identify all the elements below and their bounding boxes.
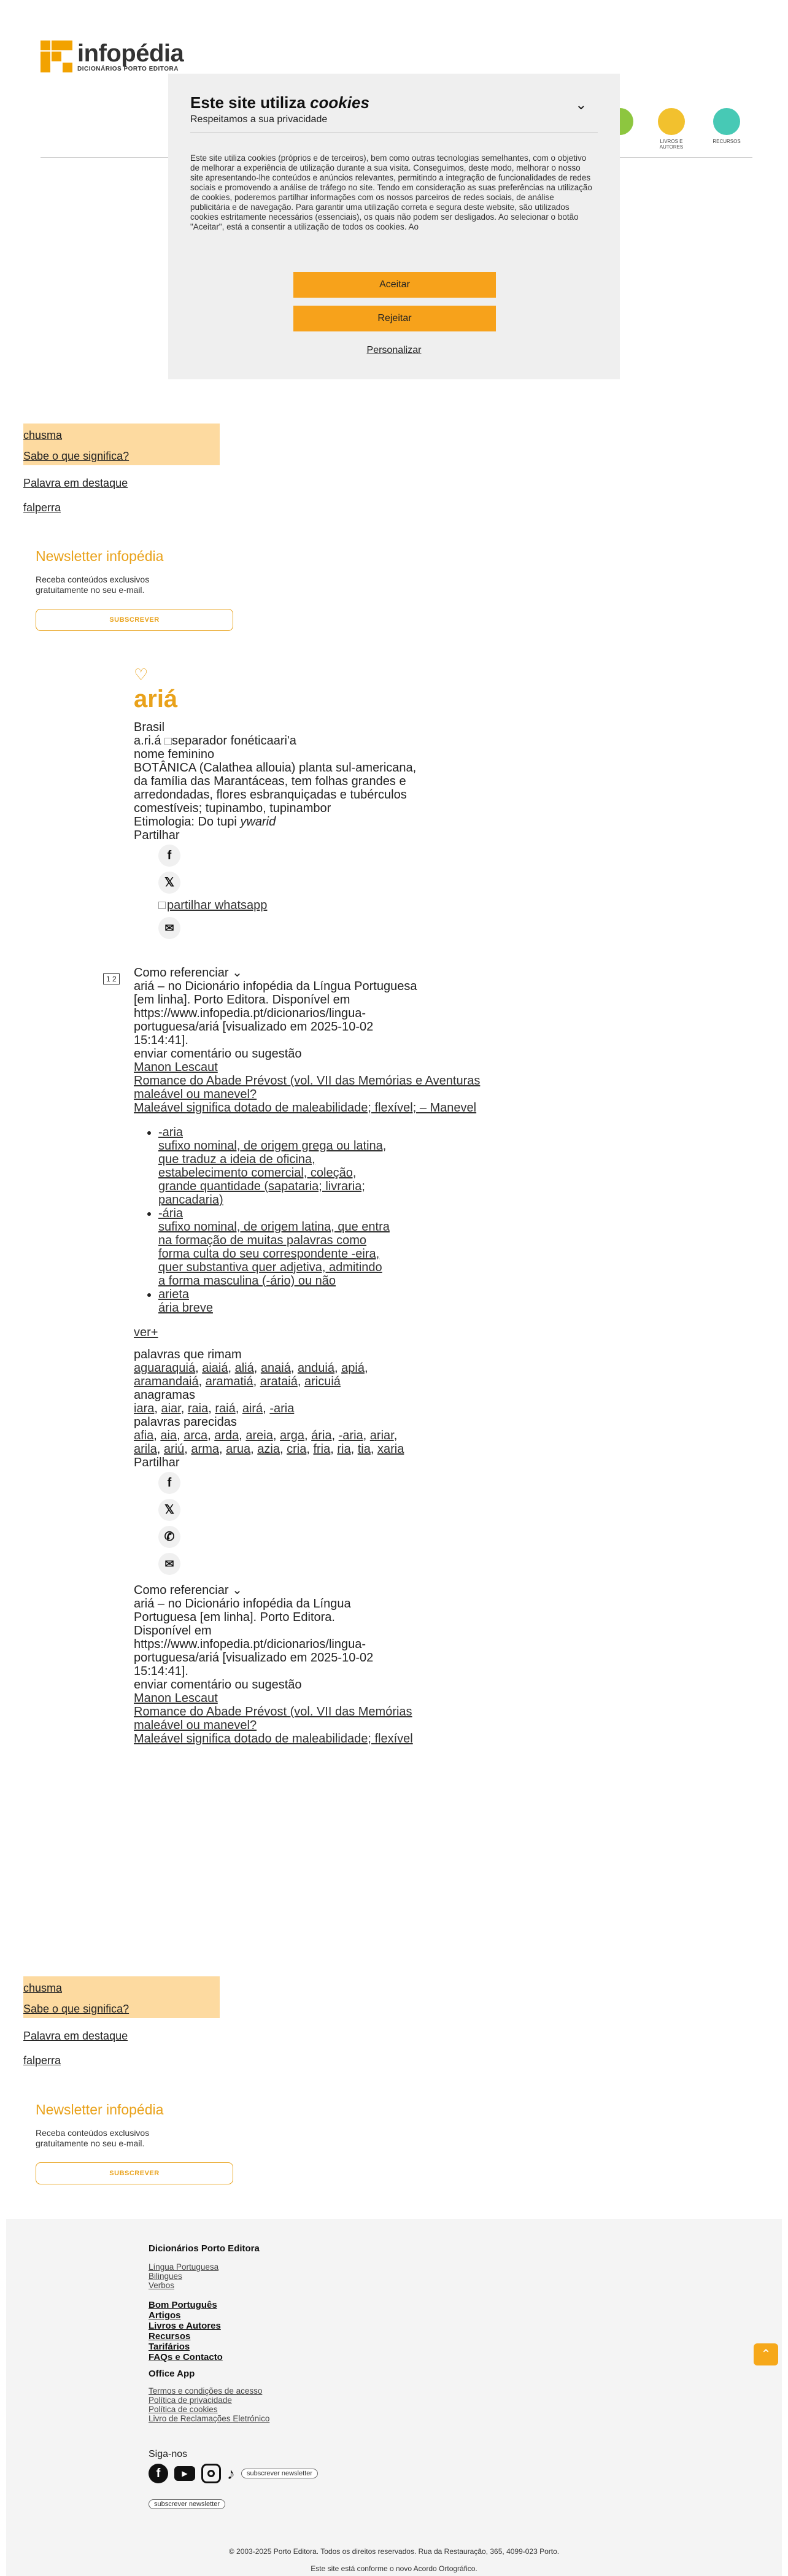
word-link[interactable]: fria (313, 1442, 331, 1456)
email-icon[interactable]: ✉ (158, 1553, 180, 1575)
copyright-text: © 2003-2025 Porto Editora. Todos os direitos reservados. Rua da Restauração, 365, 4099-023 Porto. (228, 2547, 560, 2556)
spotlight-meaning-link[interactable]: Sabe o que significa? (23, 450, 129, 462)
similar-list: afia, aia, arca, arda, areia, arga, ária, -aria, ariar, arila, ariú, arma, arua, azia, cria, fria, ria, tia, xaria (134, 1429, 404, 1456)
anagrams-title: anagramas (134, 1388, 196, 1402)
youtube-icon[interactable]: ▶ (174, 2466, 195, 2481)
whatsapp-icon (158, 902, 166, 909)
word-link[interactable]: aramatiá (205, 1375, 253, 1388)
citation-text: ariá – no Dicionário infopédia da Língua Portuguesa [em linha]. Porto Editora. Disponível em https://www.infopedia.pt/dicionarios/lingua-portuguesa/ariá [visualizado em 2025-10-02 15:14:41]. (134, 1597, 374, 1678)
highlight-link[interactable]: maleável ou manevel? (134, 1719, 257, 1732)
footer-link[interactable]: Verbos (149, 2281, 175, 2290)
featured-word-label[interactable]: Palavra em destaque (23, 477, 128, 489)
share-label: Partilhar (134, 829, 180, 842)
entry-definition: BOTÂNICA (Calathea allouia) planta sul-americana, da família das Marantáceas, tem folhas grandes e arredondadas, flores esbranquiçadas e tubérculos comestíveis; tupinambo, tupinambor (134, 761, 417, 815)
highlight-link[interactable]: Romance do Abade Prévost (vol. VII das Memórias (134, 1705, 412, 1719)
word-link[interactable]: ariar (369, 1429, 394, 1442)
related-desc[interactable]: sufixo nominal, de origem grega ou latina, que traduz a ideia de oficina, estabelecimento comercial, coleção, grande quantidade (sapataria; livraria; pancadaria) (158, 1139, 387, 1207)
cookie-subtitle: Respeitamos a sua privacidade (190, 114, 328, 125)
highlight-link[interactable]: Manon Lescaut (134, 1061, 218, 1074)
word-link[interactable]: aramandaiá (134, 1375, 199, 1388)
whatsapp-icon[interactable]: ✆ (158, 1526, 180, 1548)
facebook-icon[interactable]: f (158, 845, 180, 867)
featured-word-link[interactable]: falperra (23, 501, 61, 514)
word-link[interactable]: -aria (338, 1429, 363, 1442)
brand-name: infopédia (77, 39, 184, 67)
highlight-link[interactable]: Maleável significa dotado de maleabilidade; flexível; – Manevel (134, 1101, 477, 1115)
word-link[interactable]: apiá (341, 1361, 365, 1375)
social-row (149, 2464, 517, 2483)
footer-link[interactable]: Livro de Reclamações Eletrónico (149, 2414, 270, 2423)
footer-dict-links (149, 2262, 517, 2290)
subscribe-newsletter-pill[interactable]: subscrever newsletter (149, 2499, 225, 2509)
featured-word-label[interactable]: Palavra em destaque (23, 2030, 128, 2042)
similar-title: palavras parecidas (134, 1415, 237, 1429)
whatsapp-share-link[interactable]: partilhar whatsapp (167, 899, 268, 912)
subscribe-newsletter-pill[interactable]: subscrever newsletter (241, 2469, 318, 2478)
spotlight-highlight (23, 1976, 220, 2018)
footer-title: Dicionários Porto Editora (149, 2243, 260, 2254)
word-link[interactable]: ria (337, 1442, 351, 1456)
entry-etymology: Etimologia: Do tupi ywarid (134, 815, 276, 829)
chevron-down-icon: ⌄ (232, 1584, 242, 1597)
cite-toggle[interactable]: Como referenciar ⌄ (134, 966, 242, 980)
header-nav-recursos[interactable]: RECURSOS (708, 108, 745, 144)
word-link[interactable]: aiar (161, 1402, 181, 1415)
word-link[interactable]: arga (280, 1429, 305, 1442)
related-desc[interactable]: sufixo nominal, de origem latina, que entra na formação de muitas palavras como forma culta do seu correspondente -eira, quer substantiva quer adjetiva, admitindo a forma masculina (-ário) ou não (158, 1220, 390, 1288)
share-list (158, 842, 441, 942)
back-to-top-button[interactable] (754, 2343, 778, 2365)
footer-main-links (149, 2300, 517, 2362)
footer-link[interactable]: Artigos (149, 2310, 181, 2321)
newsletter-box (36, 2102, 244, 2184)
header-nav-livros[interactable]: LIVROS E AUTORES (653, 108, 690, 150)
word-link[interactable]: -aria (269, 1402, 295, 1415)
facebook-icon[interactable]: f (158, 1472, 180, 1494)
word-link[interactable]: arca (183, 1429, 208, 1442)
cookie-title: Este site utiliza cookies (190, 93, 369, 112)
highlight-link[interactable]: Manon Lescaut (134, 1692, 218, 1705)
instagram-icon[interactable] (201, 2464, 221, 2483)
word-link[interactable]: anduiá (297, 1361, 334, 1375)
spotlight-word-link[interactable]: chusma (23, 429, 63, 441)
word-link[interactable]: aliá (234, 1361, 254, 1375)
word-spotlight (23, 1976, 220, 2067)
site-footer (6, 2219, 782, 2576)
newsletter-text: Receba conteúdos exclusivos gratuitamente no seu e-mail. (36, 574, 150, 595)
related-word[interactable]: • arieta (158, 1288, 190, 1301)
word-link[interactable]: anaiá (260, 1361, 291, 1375)
footer-link[interactable]: Política de cookies (149, 2405, 218, 2414)
word-link[interactable]: aguaraquiá (134, 1361, 196, 1375)
chevron-down-icon[interactable]: ⌄ (575, 97, 587, 112)
newsletter-text: Receba conteúdos exclusivos gratuitamente no seu e-mail. (36, 2128, 150, 2148)
favorite-heart-icon[interactable]: ♡ (134, 665, 149, 684)
citation-text: ariá – no Dicionário infopédia da Língua Portuguesa [em linha]. Porto Editora. Disponível em https://www.infopedia.pt/dicionarios/lingua-portuguesa/ariá [visualizado em 2025-10-02 15:14:41]. (134, 980, 417, 1047)
anagrams-list: iara, aiar, raia, raiá, airá, -aria (134, 1402, 295, 1415)
footer-link[interactable]: Bom Português (149, 2300, 217, 2310)
related-word[interactable]: • -ária (158, 1207, 183, 1220)
tiktok-icon[interactable]: ♪ (227, 2464, 235, 2483)
word-link[interactable]: raiá (215, 1402, 236, 1415)
broken-image-icon (164, 738, 172, 745)
word-link[interactable]: tia (357, 1442, 371, 1456)
highlight-link[interactable]: maleável ou manevel? (134, 1088, 257, 1101)
cite-toggle[interactable]: Como referenciar ⌄ (134, 1584, 242, 1597)
word-link[interactable]: ariú (163, 1442, 185, 1456)
agreement-text: Este site está conforme o novo Acordo Ortográfico. (311, 2564, 477, 2573)
word-link[interactable]: arataiá (260, 1375, 298, 1388)
word-spotlight (23, 424, 220, 514)
related-desc[interactable]: ária breve (158, 1301, 213, 1315)
chevron-up-icon: ⌃ (760, 2348, 771, 2361)
entry-region: Brasil (134, 721, 165, 734)
cookie-text: Este site utiliza cookies (próprios e de terceiros), bem como outras tecnologias semelhantes, com o objetivo de melhorar a experiência de utilização durante a sua visita. Conseguimos, deste modo, melhorar o nosso site apresentando-lhe conteúdos e anúncios relevantes, permitindo a integração de funcionalidades de redes sociais e promovendo a análise de tráfego no site. Tendo em consideração as suas preferências na utilização de cookies, poderemos partilhar informações com os nossos parceiros de redes sociais, de análise publicitária e de navegação. Para garantir uma utilização correta e segura deste website, são utilizados cookies estritamente necessários (essenciais), os quais não podem ser desligados. Ao selecionar o botão "Aceitar", está a consentir a utilização de todos os cookies. Ao (190, 153, 592, 231)
brand-tagline: DICIONÁRIOS PORTO EDITORA (77, 65, 179, 72)
word-link[interactable]: aia (160, 1429, 177, 1442)
footer-link[interactable]: Livros e Autores (149, 2321, 221, 2331)
footer-link[interactable]: Recursos (149, 2331, 191, 2342)
logo-mark-icon (41, 41, 72, 72)
newsletter-subscribe-button[interactable]: SUBSCREVER (36, 609, 233, 631)
entry-pos: nome feminino (134, 748, 215, 761)
word-link[interactable]: afia (134, 1429, 154, 1442)
feedback-link[interactable]: enviar comentário ou sugestão (134, 1047, 302, 1061)
zoom-control[interactable]: 1 2 (103, 973, 120, 984)
rhymes-title: palavras que rimam (134, 1348, 242, 1361)
subscribe-row (149, 2498, 517, 2509)
footer-link[interactable]: Tarifários (149, 2342, 190, 2352)
featured-word-link[interactable]: falperra (23, 2054, 61, 2067)
word-link[interactable]: aiaiá (202, 1361, 228, 1375)
newsletter-title: Newsletter infopédia (36, 2102, 164, 2118)
spotlight-word-link[interactable]: chusma (23, 1982, 63, 1994)
site-logo[interactable] (41, 41, 183, 72)
x-twitter-icon[interactable]: 𝕏 (158, 872, 180, 894)
word-link[interactable]: cria (287, 1442, 307, 1456)
cookie-dialog (168, 74, 620, 379)
spotlight-highlight (23, 424, 220, 465)
x-twitter-icon[interactable]: 𝕏 (158, 1499, 180, 1521)
footer-link[interactable]: Política de privacidade (149, 2396, 232, 2405)
entry-phonetic: a.ri.á separador fonéticaari'a (134, 734, 296, 748)
footer-link[interactable]: FAQs e Contacto (149, 2352, 223, 2362)
books-icon (658, 108, 685, 135)
entry-main (134, 686, 441, 942)
word-link[interactable]: airá (242, 1402, 263, 1415)
newsletter-title: Newsletter infopédia (36, 548, 164, 564)
word-link[interactable]: aricuiá (304, 1375, 341, 1388)
word-link[interactable]: arma (191, 1442, 219, 1456)
newsletter-box (36, 548, 244, 631)
share-label: Partilhar (134, 1456, 180, 1469)
spotlight-meaning-link[interactable]: Sabe o que significa? (23, 2003, 129, 2015)
footer-link[interactable]: Termos e condições de acesso (149, 2386, 263, 2396)
follow-label: Siga-nos (149, 2449, 188, 2459)
entry-citation-block (134, 966, 481, 1746)
personalize-link[interactable]: Personalizar (366, 345, 422, 355)
email-icon[interactable]: ✉ (158, 917, 180, 939)
reject-button[interactable]: Rejeitar (293, 306, 496, 331)
footer-link[interactable]: Língua Portuguesa (149, 2262, 219, 2272)
word-link[interactable]: arila (134, 1442, 157, 1456)
accept-button[interactable]: Aceitar (293, 272, 496, 298)
office-app-link[interactable]: Office App (149, 2369, 195, 2379)
resources-icon (713, 108, 740, 135)
word-link[interactable]: arda (214, 1429, 239, 1442)
word-link[interactable]: raia (187, 1402, 209, 1415)
footer-link[interactable]: Bilingues (149, 2272, 182, 2281)
word-link[interactable]: ária (311, 1429, 332, 1442)
highlight-link[interactable]: Maleável significa dotado de maleabilidade; flexível (134, 1732, 413, 1746)
word-link[interactable]: areia (245, 1429, 273, 1442)
rhymes-list: aguaraquiá, aiaiá, aliá, anaiá, anduiá, apiá, aramandaiá, aramatiá, arataiá, aricuiá (134, 1361, 368, 1388)
share-list (158, 1469, 441, 1577)
footer-legal-links (149, 2386, 517, 2423)
highlight-link[interactable]: Romance do Abade Prévost (vol. VII das Memórias e Aventuras (134, 1074, 481, 1088)
related-word[interactable]: • -aria (158, 1126, 183, 1139)
feedback-link[interactable]: enviar comentário ou sugestão (134, 1678, 302, 1692)
word-link[interactable]: xaria (377, 1442, 404, 1456)
word-link[interactable]: arua (226, 1442, 251, 1456)
word-link[interactable]: azia (257, 1442, 280, 1456)
word-link[interactable]: iara (134, 1402, 155, 1415)
facebook-icon[interactable]: f (149, 2464, 168, 2483)
more-link[interactable]: ver+ (134, 1326, 158, 1339)
entry-word: ariá (134, 686, 178, 713)
chevron-down-icon: ⌄ (232, 966, 242, 980)
related-list (158, 1126, 441, 1315)
newsletter-subscribe-button[interactable]: SUBSCREVER (36, 2162, 233, 2184)
